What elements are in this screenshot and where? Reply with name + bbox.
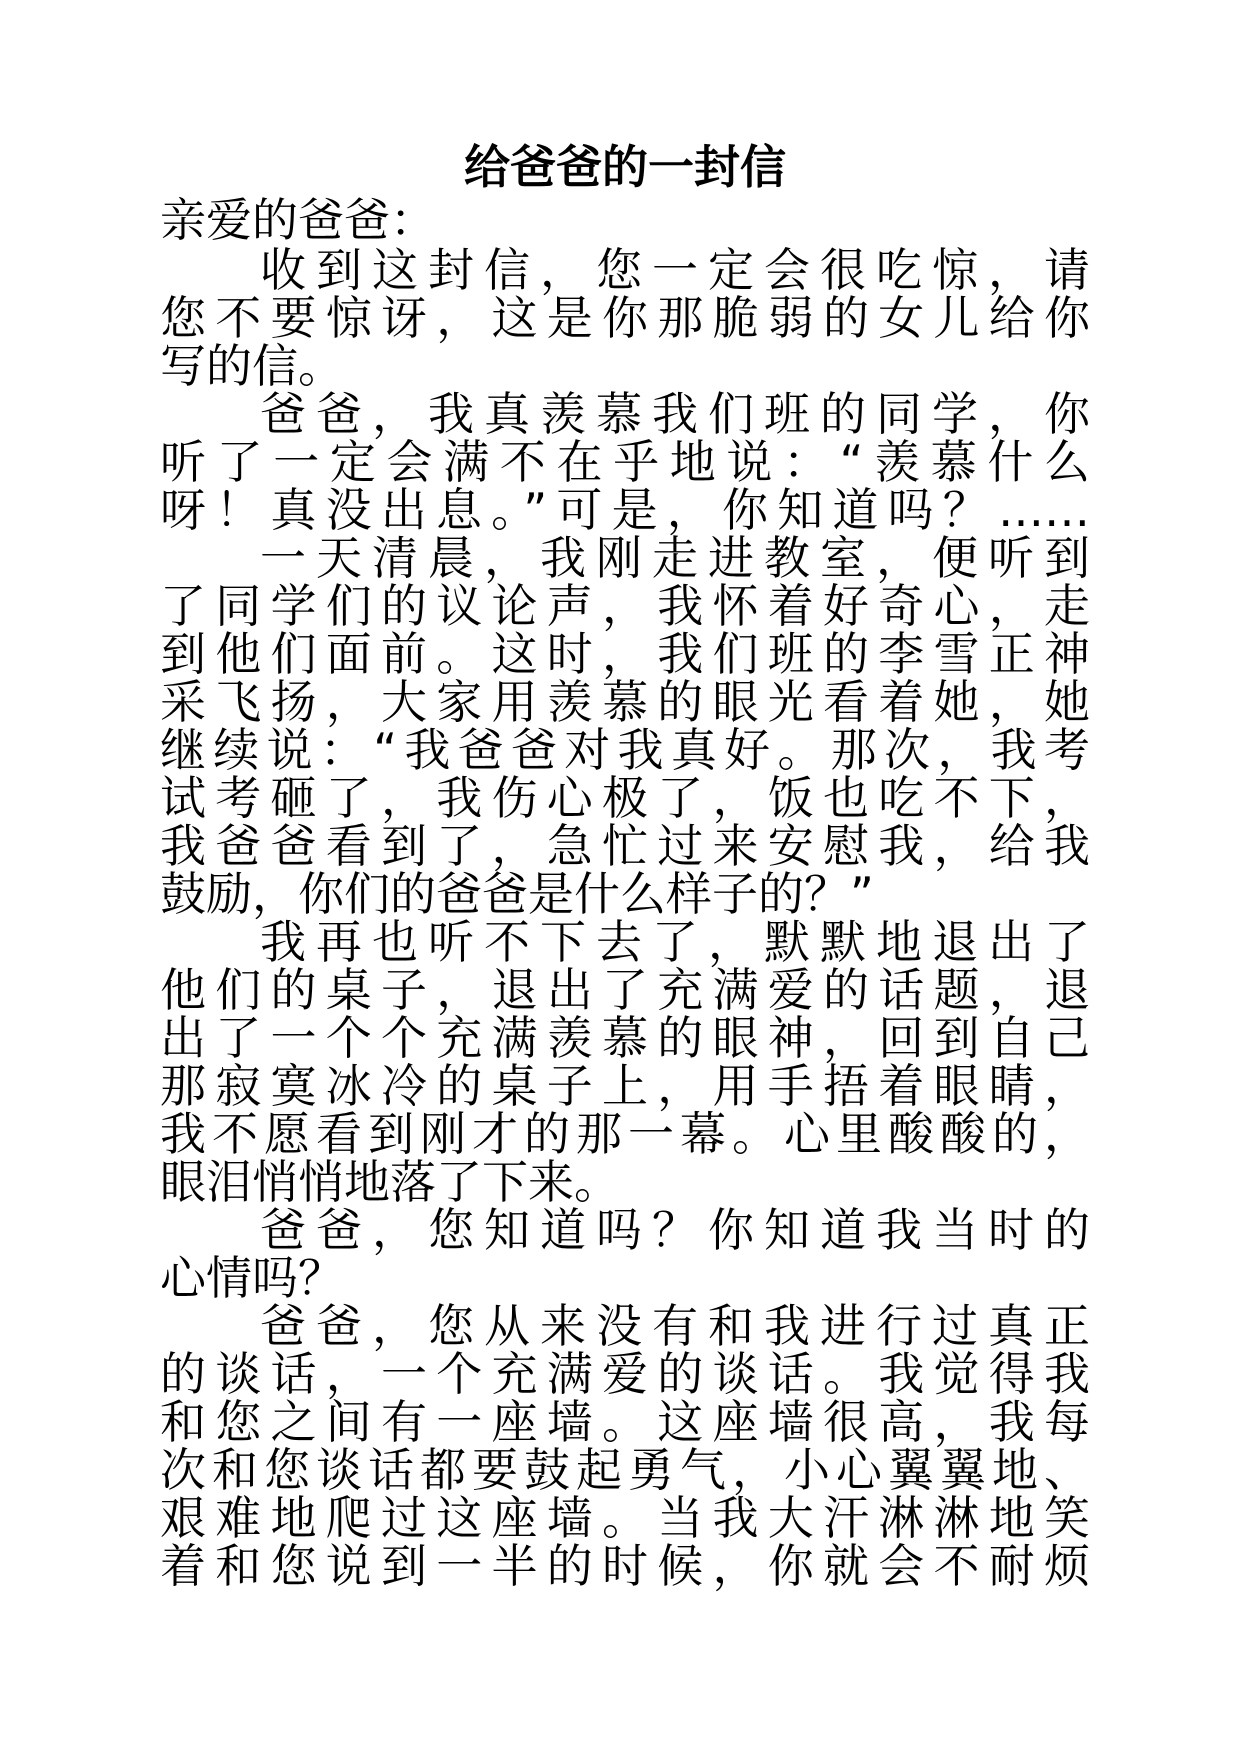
paragraph-line: 爸爸，您知道吗？你知道我当时的	[260, 1203, 1090, 1257]
paragraph-1	[160, 243, 1090, 393]
paragraph-line: 他们的桌子，退出了充满爱的话题，退	[160, 963, 1090, 1017]
paragraph-line: 和您之间有一座墙。这座墙很高，我每	[160, 1395, 1090, 1449]
paragraph-line: 我再也听不下去了，默默地退出了	[260, 915, 1090, 969]
paragraph-line: 听了一定会满不在乎地说：“羡慕什么	[160, 435, 1090, 489]
paragraph-line: 我不愿看到刚才的那一幕。心里酸酸的，	[160, 1107, 1090, 1161]
paragraph-line: 采飞扬，大家用羡慕的眼光看着她，她	[160, 675, 1090, 729]
paragraph-4	[160, 915, 1090, 1209]
paragraph-line: 着和您说到一半的时候，你就会不耐烦	[160, 1539, 1090, 1593]
paragraph-6	[160, 1299, 1090, 1593]
paragraph-line: 的谈话，一个充满爱的谈话。我觉得我	[160, 1347, 1090, 1401]
paragraph-line: 写的信。	[160, 339, 344, 393]
paragraph-line: 我爸爸看到了，急忙过来安慰我，给我	[160, 819, 1090, 873]
paragraph-line: 呀！真没出息。”可是，你知道吗？……	[160, 483, 1090, 537]
letter-greeting: 亲爱的爸爸：	[160, 193, 436, 247]
paragraph-line: 收到这封信，您一定会很吃惊，请	[260, 243, 1090, 297]
paragraph-line: 次和您谈话都要鼓起勇气，小心翼翼地、	[160, 1443, 1090, 1497]
paragraph-line: 了同学们的议论声，我怀着好奇心，走	[160, 579, 1090, 633]
paragraph-line: 继续说：“我爸爸对我真好。那次，我考	[160, 723, 1090, 777]
paragraph-line: 艰难地爬过这座墙。当我大汗淋淋地笑	[160, 1491, 1090, 1545]
paragraph-2	[160, 387, 1090, 537]
paragraph-5	[160, 1203, 1090, 1305]
paragraph-3	[160, 531, 1090, 921]
paragraph-line: 眼泪悄悄地落了下来。	[160, 1155, 620, 1209]
paragraph-line: 鼓励，你们的爸爸是什么样子的？”	[160, 867, 874, 921]
paragraph-line: 出了一个个充满羡慕的眼神，回到自己	[160, 1011, 1090, 1065]
paragraph-line: 试考砸了，我伤心极了，饭也吃不下，	[160, 771, 1090, 825]
paragraph-line: 心情吗？	[160, 1251, 344, 1305]
paragraph-line: 到他们面前。这时，我们班的李雪正神	[160, 627, 1090, 681]
paragraph-line: 那寂寞冰冷的桌子上，用手捂着眼睛，	[160, 1059, 1090, 1113]
paragraph-line: 爸爸，您从来没有和我进行过真正	[260, 1299, 1090, 1353]
letter-title: 给爸爸的一封信	[464, 140, 786, 194]
letter-body	[160, 140, 1090, 1593]
paragraph-line: 您不要惊讶，这是你那脆弱的女儿给你	[160, 291, 1090, 345]
paragraph-line: 一天清晨，我刚走进教室，便听到	[260, 531, 1090, 585]
paragraph-line: 爸爸，我真羡慕我们班的同学，你	[260, 387, 1090, 441]
